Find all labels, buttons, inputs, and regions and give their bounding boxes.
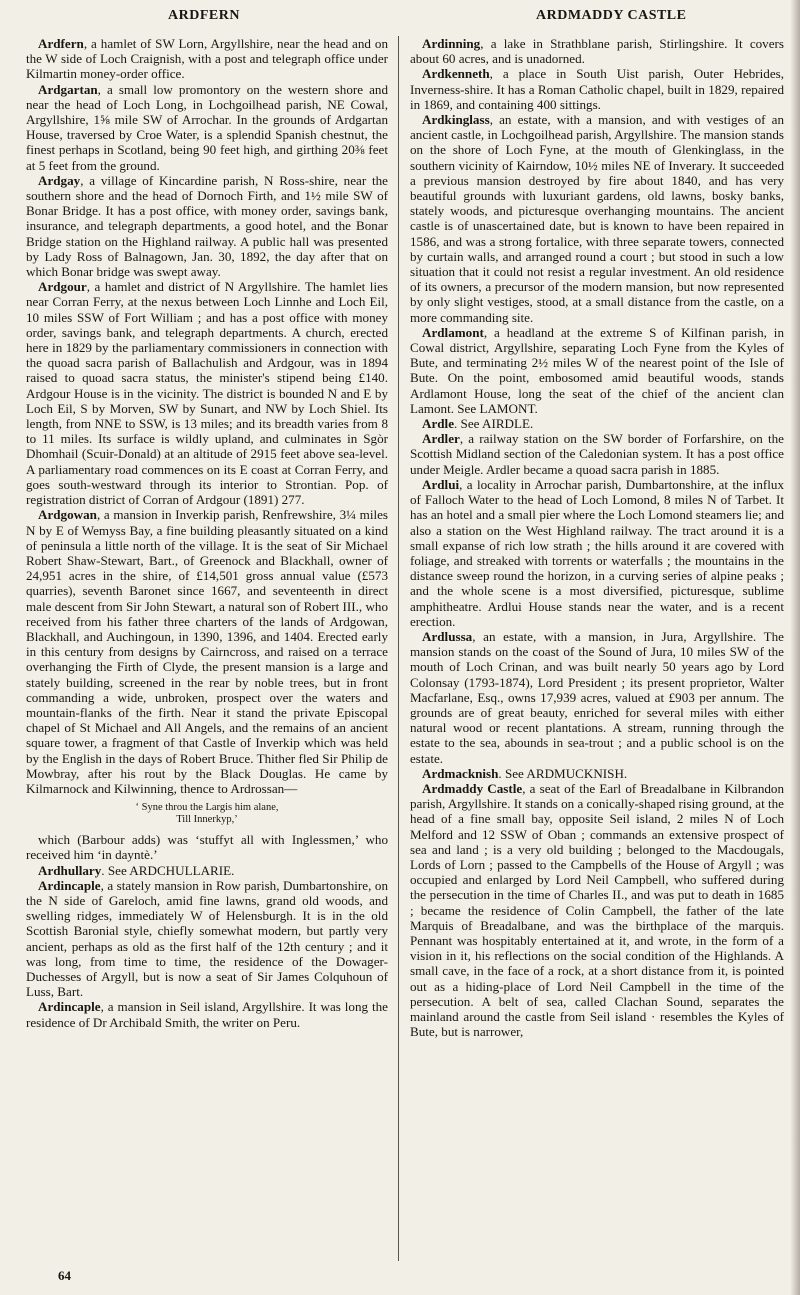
gazetteer-entry [410,629,784,766]
entry-text: , a locality in Arrochar parish, Dumbartonshire, at the influx of Falloch Water to the head of Loch Lomond, 8 miles N of Tarbet. It has an hotel and a small pier where the Loch Lomond steamers lie; and also a station on the West Highland railway. The tract around it is a small expanse of rich low strath ; the hills around it are covered with foliage, and streaked with torrents or waterfalls ; the mountains in the distance sweep round the horizon, in a curving series of alpine peaks ; and the whole scene is a most diversified, picturesque, sublime amphitheatre. Ardlui House stands near the water, and is a recent erection. [410,476,784,629]
entry-text: . See ARDMUCKNISH. [498,765,628,781]
entry-headword: Ardle [422,416,454,432]
entry-text: , a hamlet and district of N Argyllshire. The hamlet lies near Corran Ferry, at the nexus between Loch Linnhe and Loch Eil, 10 miles SSW of Fort William ; and has a post office with money order, savings bank, and telegraph departments. A church, erected here in 1829 by the parliamentary commissioners in connection with the quoad sacra parish of Ballachulish and Ardgour, was in 1894 raised to quoad sacra status, the minister's stipend being £140. Ardgour House is in the vicinity. The district is bounded N and E by Loch Eil, S by Morven, SW by Sunart, and NW by Loch Shiel. Its length, from NNE to SSW, is 13 miles; and its breadth varies from 8 to 11 miles. Its surface is wildly upland, and culminates in Sgòr Dhomhail (Scuir-Donald) at an altitude of 2915 feet above sea-level. A parliamentary road commences on its E coast at Corran Ferry, and goes south-westward through its interior to Strontian. Pop. of registration district of Corran of Ardgour (1891) 277. [26,279,388,508]
left-entries-after [26,832,388,1030]
entry-text: , an estate, with a mansion, in Jura, Argyllshire. The mansion stands on the coast of the Sound of Jura, 10 miles SW of the mouth of Loch Crinan, and was built nearly 50 years ago by Lord Colonsay (1793-1874), Lord President ; its present proprietor, Walter Macfarlane, Esq., owns 17,939 acres, valued at £903 per annum. The grounds are of great beauty, enriched for several miles with either natural wood or recent plantations. A stream, running through the estate to the sea, abounds in sea-trout ; and a public school is on the estate. [410,628,784,766]
gazetteer-entry [26,878,388,1000]
entry-headword: Ardinning [422,36,481,51]
entry-headword: Ardincaple [38,877,101,893]
running-head-left: ARDFERN [168,8,240,23]
verse-quote [26,802,388,826]
gazetteer-entry [410,766,784,781]
entry-headword: Ardgowan [38,507,97,523]
entry-text: . See ARDCHULLARIE. [101,862,235,878]
gazetteer-entry [26,832,388,862]
entry-text: , a place in South Uist parish, Outer Hebrides, Inverness-shire. It has a Roman Catholic chapel, built in 1829, repaired in 1869, and containing 400 sittings. [410,66,784,112]
gazetteer-entry [410,112,784,325]
entry-text: . See AIRDLE. [454,416,534,432]
gazetteer-entry [26,279,388,507]
left-column [26,36,388,1281]
gazetteer-entry [410,431,784,477]
gazetteer-entry [410,477,784,629]
gazetteer-entry [26,173,388,279]
entry-headword: Ardkinglass [422,112,490,128]
entry-headword: Ardgour [38,279,87,295]
entry-text: , a seat of the Earl of Breadalbane in Kilbrandon parish, Argyllshire. It stands on a conically-shaped rising ground, at the head of a fine small bay, opposite Seil island, 2 miles N of Loch Melford and 12 SSW of Oban ; commands an extensive prospect of sea and land ; is a very old building ; belonged to the Macdougals, Lords of Lorn ; passed to the Campbells of the House of Argyll ; was occupied and enlarged by Lord Neil Campbell, who suffered during the persecution in the time of Charles II., and was put to death in 1685 ; became the residence of Colin Campbell, the father of the late Marquis of Breadalbane, and was the birthplace of the marquis. Pennant was hospitably entertained at it, and wrote, in the form of a vision in it, his reflections on the social condition of the Highlands. A small cave, in the face of a rock, at a short distance from it, is pointed out as a hiding-place of Lord Neil Campbell in the time of the persecution. A belt of sea, called Clachan Sound, separates the mainland around the castle from Seil island · resembles the Kyles of Bute, but is narrower, [410,780,784,1040]
entry-headword: Ardler [422,431,460,447]
gazetteer-entry [26,82,388,173]
entry-headword: Ardincaple [38,999,101,1015]
entry-headword: Ardgartan [38,81,98,97]
gazetteer-entry [410,416,784,431]
entry-text: , a small low promontory on the western shore and near the head of Loch Long, in Lochgoilhead parish, NE Cowal, Argyllshire, 1⅝ mile SW of Arrochar. In the grounds of Ardgartan House, traversed by Croe Water, is a splendid Spanish chestnut, the finest perhaps in Scotland, being 90 feet high, and girthing 20⅜ feet at 5 feet from the ground. [26,81,388,173]
entry-text: , a mansion in Inverkip parish, Renfrewshire, 3¼ miles N by E of Wemyss Bay, a fine building pleasantly situated on a kind of peninsula a little north of the village. It is the seat of Sir Michael Robert Shaw-Stewart, Bart., of Greenock and Blackhall, owner of 24,951 acres in the shire, of £14,501 gross annual value (£573 quarries), seventh Baronet since 1667, and seventeenth in direct male descent from Sir John Stewart, a natural son of Robert III., who received from his father three charters of the lands of Ardgowan, Blackhall, and Auchingoun, in 1390, 1396, and 1404. Erected early in this century from designs by Cairncross, and raised on a terrace overhanging the Firth of Clyde, the present mansion is a large and stately building, screened in the rear by noble trees, but in front commanding a wide, unbroken, prospect over the waters and mountain-flanks of the firth. Near it stand the private Episcopal chapel of St Michael and All Angels, and the remains of an ancient square tower, a fragment of that Castle of Inverkip which was held by the English in the days of Robert Bruce. Thither fled Sir Philip de Mowbray, after his rout by the Black Douglas. He came by Kilmarnock and Kilwinning, thence to Ardrossan— [26,507,388,796]
right-column [410,36,784,1281]
page-number: 64 [58,1268,71,1283]
entry-text: , a stately mansion in Row parish, Dumbartonshire, on the N side of Gareloch, amid fine lawns, grand old woods, and swelling ridges, immediately W of Helensburgh. It is in the old Scottish Baronial style, chiefly somewhat modern, but partly very ancient, perhaps as old as the first half of the 12th century ; and it was long, from time to time, the residence of the Dowager-Duchesses of Argyll, but is now a seat of Sir James Colquhoun of Luss, Bart. [26,877,388,1000]
entry-headword: Ardkenneth [422,66,490,82]
entry-text: which (Barbour adds) was ‘stuffyt all with Inglessmen,’ who received him ‘in dayntè.’ [26,832,388,863]
entry-headword: Ardmacknish [422,765,499,781]
entry-headword: Ardhullary [38,862,102,878]
entry-text: , a mansion in Seil island, Argyllshire. It was long the residence of Dr Archibald Smith, the writer on Peru. [26,999,388,1030]
entry-headword: Ardgay [38,172,81,188]
page-edge-shadow [790,0,800,1295]
entry-text: , a headland at the extreme S of Kilfinan parish, in Cowal district, Argyllshire, separating Loch Fyne from the Kyles of Bute, and terminating 2½ miles W of the nearest point of the Isle of Bute. On the point, embosomed amid beautiful woods, stands Ardlamont House, long the seat of the chief of the ancient clan Lamont. See LAMONT. [410,324,784,416]
entry-text: , a railway station on the SW border of Forfarshire, on the Scottish Midland section of the Caledonian system. It has a post office under Meigle. Ardler became a quoad sacra parish in 1885. [410,431,784,477]
entry-headword: Ardlussa [422,628,473,644]
entry-headword: Ardfern [38,36,84,51]
entry-text: , an estate, with a mansion, and with vestiges of an ancient castle, in Lochgoilhead parish, Argyllshire. The mansion stands on the shore of Loch Fyne, at the mouth of Glenkinglass, in the southern vicinity of Kairndow, 10½ miles NE of Inverary. It succeeded a previous mansion destroyed by fire about 1840, and has very beautiful grounds with luxuriant gardens, old lawns, bosky banks, stately woods, and picturesque overhanging mountains. The ancient castle is of unascertained date, but is known to have been repaired in 1586, and was a strong fortalice, with three separate towers, connected by curtain walls, and arranged round a court ; but stood in such a low situation that it could not resist a regular investment. An old residence of its owners, a precursor of the modern mansion, but now represented by only slight vestiges, stood, at a small distance from the castle, on a more commanding site. [410,112,784,325]
right-entries [410,36,784,1039]
entry-text: , a hamlet of SW Lorn, Argyllshire, near the head and on the W side of Loch Craignish, with a post and telegraph office under Kilmartin money-order office. [26,36,388,82]
gazetteer-entry [26,507,388,796]
verse-line-2: Till Innerkyp,’ [176,814,238,826]
entry-headword: Ardmaddy Castle [422,780,523,796]
column-divider [398,36,399,1261]
gazetteer-entry [26,999,388,1029]
verse-line-1: ‘ Syne throu the Largis him alane, [135,802,279,814]
gazetteer-entry [26,36,388,82]
gazetteer-entry [410,781,784,1039]
gazetteer-entry [410,36,784,66]
gazetteer-entry [410,66,784,112]
running-head-right: ARDMADDY CASTLE [536,8,687,23]
entry-text: , a village of Kincardine parish, N Ross-shire, near the southern shore and the head of Dornoch Firth, and 1½ mile SW of Bonar Bridge. It has a post office, with money order, savings bank, insurance, and telegraph departments, a good hotel, and the Bonar Bridge station on the Highland railway. A public hall was presented by Lady Ross of Balnagown, Jan. 30, 1892, the day after that on which Bonar bridge was swept away. [26,172,388,280]
entry-headword: Ardlamont [422,324,484,340]
gazetteer-entry [410,325,784,416]
entry-headword: Ardlui [422,476,460,492]
entry-text: , a lake in Strathblane parish, Stirlingshire. It covers about 60 acres, and is unadorned. [410,36,784,67]
left-entries [26,36,388,796]
gazetteer-entry [26,863,388,878]
